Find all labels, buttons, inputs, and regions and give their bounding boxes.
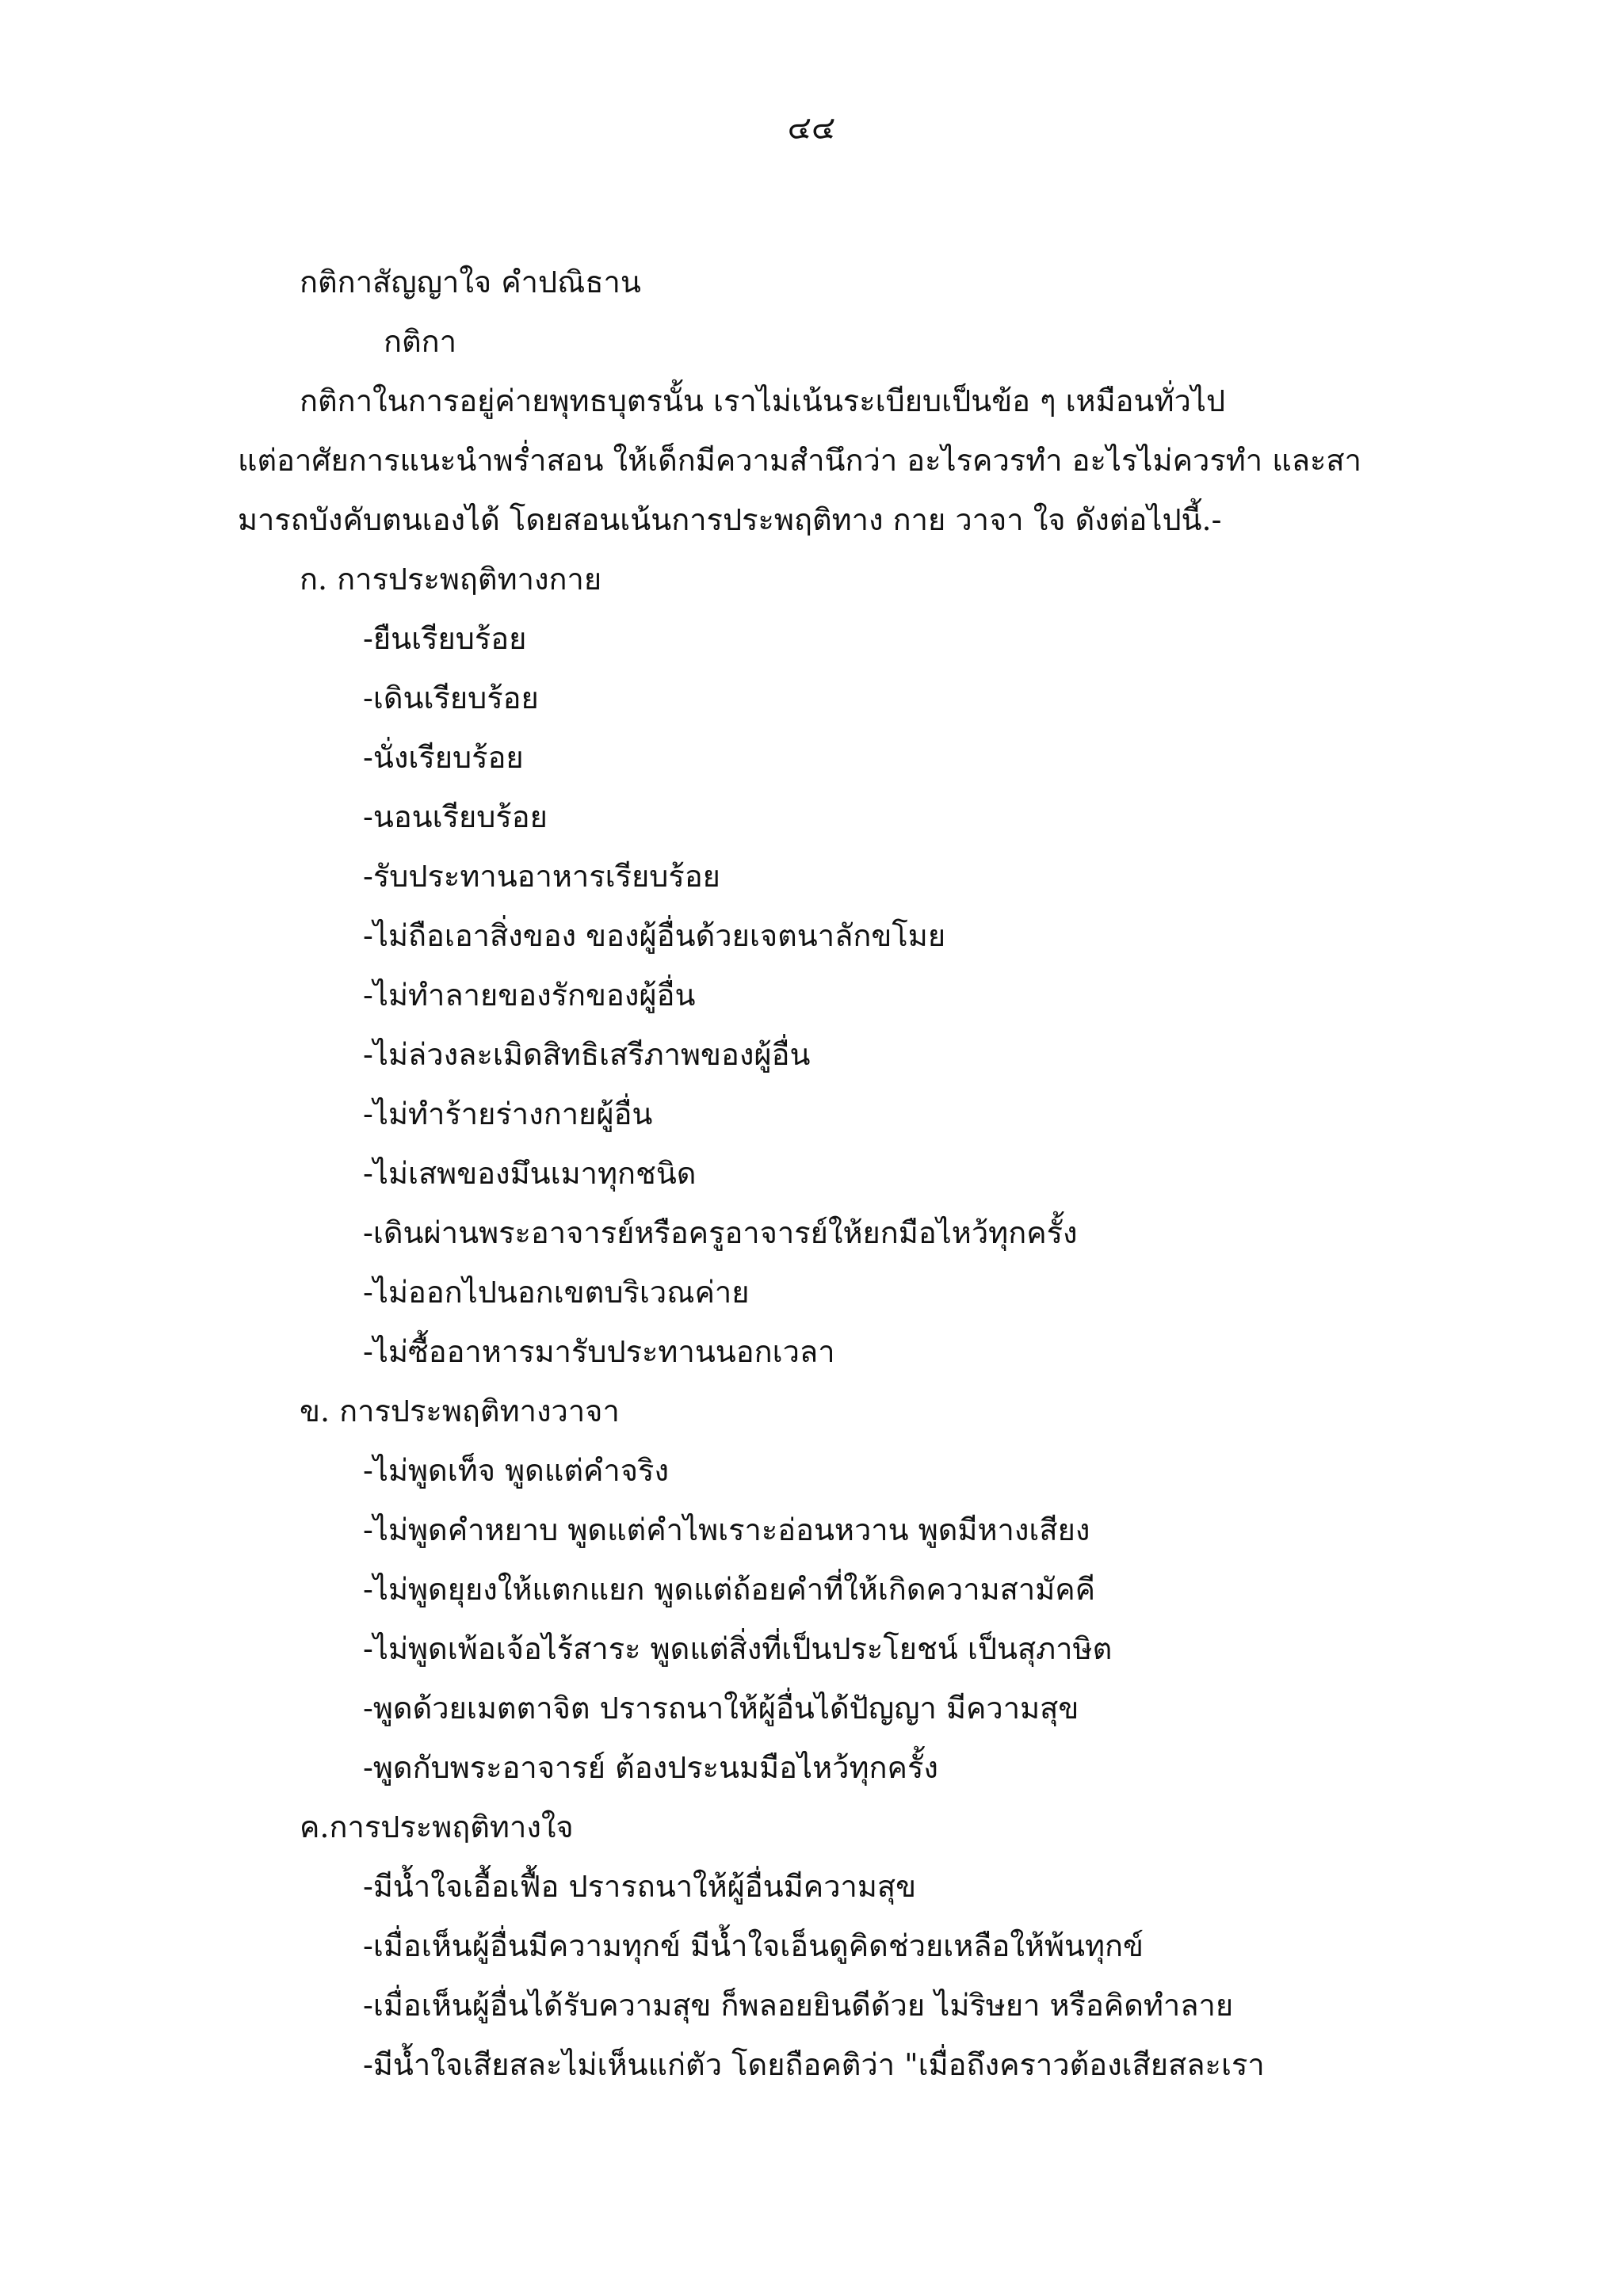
list-item: -นอนเรียบร้อย: [363, 799, 548, 834]
intro-line-1: กติกาในการอยู่ค่ายพุทธบุตรนั้น เราไม่เน้นระเบียบเป็นข้อ ๆ เหมือนทั่วไป: [300, 383, 1226, 418]
list-item: -เมื่อเห็นผู้อื่นได้รับความสุข ก็พลอยยินดีด้วย ไม่ริษยา หรือคิดทำลาย: [363, 1988, 1234, 2023]
list-item: -เดินเรียบร้อย: [363, 681, 539, 715]
list-item: -ไม่ล่วงละเมิดสิทธิเสรีภาพของผู้อื่น: [363, 1037, 811, 1072]
list-item: -มีน้ำใจเอื้อเฟื้อ ปรารถนาให้ผู้อื่นมีความสุข: [363, 1869, 917, 1904]
intro-line-3: มารถบังคับตนเองได้ โดยสอนเน้นการประพฤติทาง กาย วาจา ใจ ดังต่อไปนี้.-: [238, 502, 1222, 537]
list-item: -นั่งเรียบร้อย: [363, 740, 524, 775]
list-item: -ไม่ทำลายของรักของผู้อื่น: [363, 978, 696, 1013]
list-item: -รับประทานอาหารเรียบร้อย: [363, 859, 720, 894]
section-title-body: ก. การประพฤติทางกาย: [300, 562, 602, 597]
list-item: -เมื่อเห็นผู้อื่นมีความทุกข์ มีน้ำใจเอ็นดูคิดช่วยเหลือให้พ้นทุกข์: [363, 1928, 1144, 1963]
list-item: -มีน้ำใจเสียสละไม่เห็นแก่ตัว โดยถือคติว่า "เมื่อถึงคราวต้องเสียสละเรา: [363, 2047, 1265, 2082]
subheading: กติกา: [384, 324, 457, 359]
list-item: -พูดกับพระอาจารย์ ต้องประนมมือไหว้ทุกครั้ง: [363, 1750, 938, 1785]
list-item: -ยืนเรียบร้อย: [363, 621, 527, 656]
list-item: -ไม่ถือเอาสิ่งของ ของผู้อื่นด้วยเจตนาลักขโมย: [363, 918, 946, 953]
page-number: ๔๔: [787, 110, 836, 147]
section-title-speech: ข. การประพฤติทางวาจา: [300, 1394, 620, 1428]
list-item: -ไม่พูดคำหยาบ พูดแต่คำไพเราะอ่อนหวาน พูดมีหางเสียง: [363, 1512, 1090, 1547]
list-item: -พูดด้วยเมตตาจิต ปรารถนาให้ผู้อื่นได้ปัญญา มีความสุข: [363, 1691, 1079, 1726]
list-item: -ไม่พูดยุยงให้แตกแยก พูดแต่ถ้อยคำที่ให้เกิดความสามัคคี: [363, 1572, 1096, 1607]
list-item: -เดินผ่านพระอาจารย์หรือครูอาจารย์ให้ยกมือไหว้ทุกครั้ง: [363, 1215, 1078, 1250]
list-item: -ไม่พูดเท็จ พูดแต่คำจริง: [363, 1453, 669, 1488]
list-item: -ไม่ออกไปนอกเขตบริเวณค่าย: [363, 1275, 750, 1310]
list-item: -ไม่เสพของมึนเมาทุกชนิด: [363, 1156, 697, 1191]
list-item: -ไม่ทำร้ายร่างกายผู้อื่น: [363, 1097, 653, 1131]
intro-line-2: แต่อาศัยการแนะนำพร่ำสอน ให้เด็กมีความสำนึกว่า อะไรควรทำ อะไรไม่ควรทำ และสา: [238, 443, 1361, 478]
heading: กติกาสัญญาใจ คำปณิธาน: [300, 265, 641, 299]
list-item: -ไม่พูดเพ้อเจ้อไร้สาระ พูดแต่สิ่งที่เป็นประโยชน์ เป็นสุภาษิต: [363, 1631, 1113, 1666]
list-item: -ไม่ซื้ออาหารมารับประทานนอกเวลา: [363, 1334, 835, 1369]
section-title-mind: ค.การประพฤติทางใจ: [300, 1810, 574, 1844]
